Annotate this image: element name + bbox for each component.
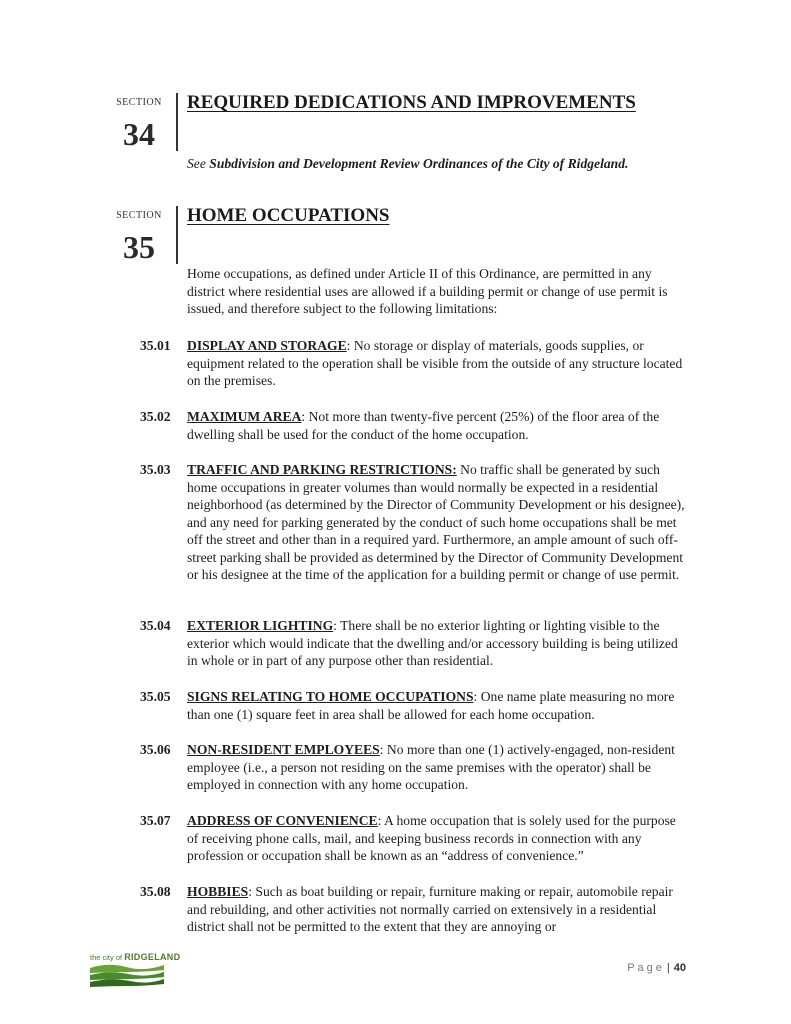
page-number <box>627 962 686 974</box>
section-label: SECTION <box>116 97 162 108</box>
section-title: HOME OCCUPATIONS <box>187 205 390 226</box>
item-body: No traffic shall be generated by such home occupations in greater volumes than would normally be expected in a residential neighborhood (as determined by the Director of Community Development or his designee), and any need for parking generated by the conduct of such home occupations shall be met off the street and other than in a required yard. Furthermore, an ample amount of such off-street parking shall be provided as determined by the Director of Community Development or his designee at the time of the application for a building permit or change of use permit. <box>187 462 685 582</box>
section-title: REQUIRED DEDICATIONS AND IMPROVEMENTS <box>187 92 636 113</box>
section-number: 34 <box>123 116 155 152</box>
item-body: : A home occupation that is solely used for the purpose of receiving phone calls, mail, and keeping business records in connection with any profession or occupation shall be known as an “address of convenience.” <box>187 813 676 863</box>
item-number: 35.08 <box>140 884 171 899</box>
item-text <box>187 617 687 670</box>
item-heading: HOBBIES <box>187 884 249 899</box>
item-body: : Not more than twenty-five percent (25%) of the floor area of the dwelling shall be used for the conduct of the home occupation. <box>187 409 660 442</box>
page-value: 40 <box>673 962 686 974</box>
page-word: Page <box>627 962 665 974</box>
city-logo <box>90 952 181 988</box>
logo-prefix: the city of <box>90 953 123 962</box>
item-heading: DISPLAY AND STORAGE <box>187 338 347 353</box>
item-heading: ADDRESS OF CONVENIENCE <box>187 813 378 828</box>
item-heading: SIGNS RELATING TO HOME OCCUPATIONS <box>187 689 474 704</box>
item-number: 35.07 <box>140 813 171 828</box>
item-number: 35.03 <box>140 462 171 477</box>
item-text <box>187 688 687 723</box>
item-text <box>187 461 687 584</box>
item-text <box>187 883 687 936</box>
section-reference <box>187 155 647 173</box>
section-divider <box>176 93 178 151</box>
item-text <box>187 337 687 390</box>
item-body: : No more than one (1) actively-engaged, non-resident employee (i.e., a person not residing on the same premises with the operator) shall be employed in connection with any home occupation. <box>187 742 675 792</box>
item-number: 35.04 <box>140 618 171 633</box>
section-intro: Home occupations, as defined under Article II of this Ordinance, are permitted in any district where residential uses are allowed if a building permit or change of use permit is issued, and therefore subject to the following limitations: <box>187 266 668 316</box>
logo-name: RIDGELAND <box>124 952 181 962</box>
item-text <box>187 812 687 865</box>
item-heading: MAXIMUM AREA <box>187 409 302 424</box>
item-body: : Such as boat building or repair, furniture making or repair, automobile repair and rebuilding, and other activities not normally carried on extensively in a residential district shall not be permitted to the extent that they are annoying or <box>187 884 673 934</box>
item-number: 35.02 <box>140 409 171 424</box>
ordinance-reference: Subdivision and Development Review Ordinances of the City of Ridgeland. <box>209 156 629 171</box>
item-text <box>187 408 687 443</box>
item-body: : One name plate measuring no more than one (1) square feet in area shall be allowed for each home occupation. <box>187 689 675 722</box>
item-heading: NON-RESIDENT EMPLOYEES <box>187 742 380 757</box>
section-label: SECTION <box>116 210 162 221</box>
item-body: : There shall be no exterior lighting or lighting visible to the exterior which would indicate that the dwelling and/or accessory building is being utilized in whole or in part of any purpose other than residential. <box>187 618 678 668</box>
section-number: 35 <box>123 229 155 265</box>
item-heading: EXTERIOR LIGHTING <box>187 618 334 633</box>
item-number: 35.06 <box>140 742 171 757</box>
page-separator: | <box>666 962 670 974</box>
item-number: 35.05 <box>140 689 171 704</box>
item-body: : No storage or display of materials, goods supplies, or equipment related to the operation shall be visible from the outside of any structure located on the premises. <box>187 338 683 388</box>
item-number: 35.01 <box>140 338 171 353</box>
landscape-stripes-icon <box>90 962 164 988</box>
item-heading: TRAFFIC AND PARKING RESTRICTIONS: <box>187 462 457 477</box>
item-text <box>187 741 687 794</box>
see-prefix: See <box>187 156 210 171</box>
section-divider <box>176 206 178 264</box>
